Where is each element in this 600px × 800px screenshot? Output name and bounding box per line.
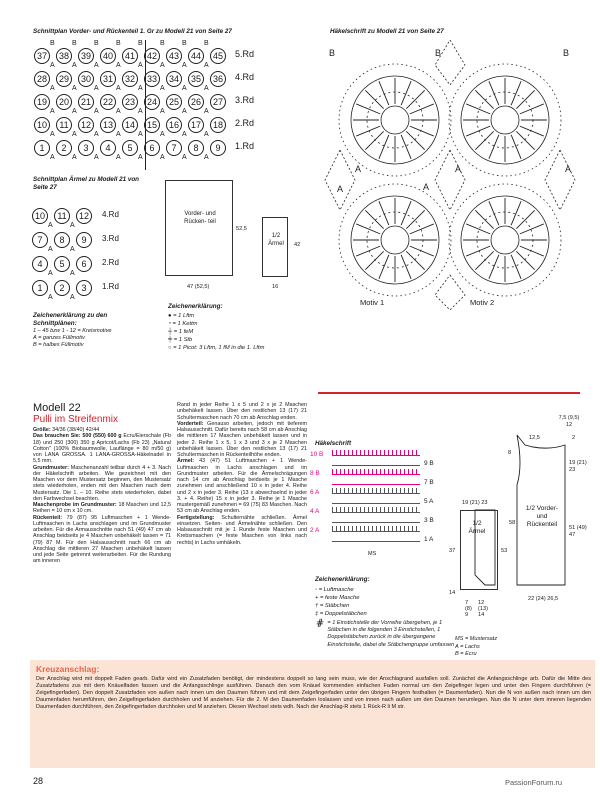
schema-side-height: 51 (49) 47 [569, 525, 587, 538]
motif-circle: 43 [166, 48, 182, 64]
schema-legend-line: A = Lachs [455, 643, 480, 650]
paragraph [33, 502, 171, 515]
schema-legend-line: MS = Mustersatz [455, 636, 498, 642]
paragraph [33, 515, 171, 565]
zeichen-line: = Luftmasche [318, 587, 354, 593]
row-label-left: 2 A [310, 527, 320, 534]
ms-label: MS [368, 551, 377, 557]
stripe-row [332, 522, 420, 523]
motif-circle: 20 [56, 94, 72, 110]
filler-label: A [50, 108, 55, 115]
motif-circle: 42 [144, 48, 160, 64]
kreuzanschlag-title: Kreuzanschlag: [36, 664, 100, 674]
filler-label: A [204, 62, 209, 69]
stitch-mark [475, 131, 493, 149]
schema-legend [455, 636, 497, 659]
motiv-1-label: Motiv 1 [360, 298, 385, 307]
filler-label: A [160, 62, 165, 69]
schema-neck-front: 8 [508, 450, 512, 456]
motif-circle: 17 [188, 117, 204, 133]
filler-label: A [72, 62, 77, 69]
round-label: 4.Rd [102, 210, 119, 219]
filler-label: A [160, 154, 165, 161]
watermark: PassionForum.ru [505, 778, 563, 787]
filler-label: A [138, 154, 143, 161]
stitch-mark [489, 81, 499, 105]
schema-neck-depth: 2 [572, 435, 576, 441]
round-label: 1.Rd [102, 282, 119, 291]
svg-text:B: B [563, 48, 570, 58]
center-line [145, 40, 146, 170]
stripe-stitches [332, 469, 420, 475]
schema-sleeve-height: 53 [501, 548, 508, 554]
motif-circle: 7 [32, 232, 48, 248]
stitch-mark [410, 126, 434, 136]
schema-front-height: 52,5 [236, 226, 247, 232]
modell-title: Modell 22 [33, 402, 81, 414]
stitch-mark [520, 104, 544, 114]
zeichen-line: A = ganzes Füllmotiv [33, 334, 85, 341]
paragraph-heading: Größe: [33, 427, 51, 433]
filler-label: A [72, 85, 77, 92]
paragraph-heading: Vorderteil: [177, 420, 204, 427]
svg-text:B: B [329, 48, 336, 58]
stitch-mark [475, 251, 493, 269]
motif-circle: 31 [100, 71, 116, 87]
filler-label: A [116, 62, 121, 69]
schema-top-width: 7,5 (9,5) 12 [558, 415, 580, 428]
zeichen-line: = 1 Picot: 3 Lftm, 1 fM in die 1. Lftm [173, 345, 265, 351]
zeichen-line: B = halbes Füllmotiv [33, 341, 84, 348]
motif-circle: 22 [100, 94, 116, 110]
filler-label: A [48, 294, 53, 301]
filler-label: A [138, 85, 143, 92]
filler-label: A [72, 154, 77, 161]
round-label: 3.Rd [102, 234, 119, 243]
motif-circle: 44 [188, 48, 204, 64]
row-label-left: 4 A [310, 508, 320, 515]
zeichen-line: = feste Masche [320, 595, 360, 601]
schema-front-width: 47 (52,5) [187, 284, 210, 290]
zeichen-line: = 1 Kettm [172, 321, 198, 327]
motif-circle: 30 [78, 71, 94, 87]
motif-circle: 11 [56, 117, 72, 133]
schema-front-label: Vorder- und Rücken- teil [184, 211, 216, 225]
filler-label: A [70, 270, 75, 277]
filler-label: A [94, 131, 99, 138]
row-label-right: 5 A [424, 498, 434, 505]
filler-label: A [50, 154, 55, 161]
motif-circle: 32 [122, 71, 138, 87]
motif-circle: 27 [210, 94, 226, 110]
stripe-stitches [332, 488, 420, 494]
slip-stitch-icon: ⁃ [168, 321, 171, 327]
svg-text:A: A [423, 182, 430, 192]
motif-circle: 10 [34, 117, 50, 133]
filler-label: B [116, 40, 121, 47]
stitch-mark [516, 251, 534, 269]
double-crochet-icon: † [315, 603, 319, 609]
double-crochet-icon: ╪ [168, 337, 173, 343]
kreuzanschlag-text: Der Anschlag wird mit doppelt Faden gearb. Dafür wird ein Zusatzfaden benötigt, der mindestens doppelt so lang sein muss, wie der Anschlagrand ausfallen soll. Zunächst die Anfangsschlinge arb. Dafür die Mitte des Zusatzfadens zus mit dem Knäuelfaden fassen und die Anfangsschlinge ausführen. Danach den vom Knäuel kommenden einfachen Faden normal um den Zeigefinger legen und unter den Fingern durchführen (= Zeigefingerfaden). Den doppelt Zusatzfaden von außen nach innen um den Daumen führen und mit dem Zeigefingerfaden unter den übrigen Fingern festhalten (= Daumenfaden). Nun die N von außen nach innen um den Daumenfaden herumführen, den Zeigefingerfaden durchholen und M anziehen. Für die 2. M den Daumenfaden loslassen und von innen nach außen um den Daumen herumlegen. Nun die N unter dem inneren liegenden Daumenfaden durchführen, den Zeigefingerfaden durchholen und M anziehen. Diesen Wechsel stets wdh. Nach der Anschlag-R stets 1 Rück-R li M str. [36, 676, 591, 710]
stitch-mark [401, 201, 411, 225]
motif-circle: 3 [78, 140, 94, 156]
motif-circle: 8 [188, 140, 204, 156]
stitch-mark [410, 246, 434, 256]
filler-label: A [160, 85, 165, 92]
motif-circle: 38 [56, 48, 72, 64]
paragraph-text: 34/36 (38/40) 42/44 [50, 427, 100, 433]
page-number: 28 [33, 776, 44, 786]
filler-label: A [94, 62, 99, 69]
instructions-column-1 [33, 427, 171, 565]
stitch-mark [365, 210, 383, 228]
stitch-mark [406, 90, 424, 108]
filler-label: A [94, 154, 99, 161]
stitch-mark [520, 224, 544, 234]
filler-label: A [48, 270, 53, 277]
chain-icon: ● [168, 313, 172, 319]
paragraph-heading: Ärmel: [177, 458, 195, 465]
schema-sleeve-label: 1/2 Ärmel [468, 520, 486, 535]
motif-circle: 45 [210, 48, 226, 64]
filler-label: B [182, 40, 187, 47]
stitch-mark [365, 251, 383, 269]
filler-label: A [182, 154, 187, 161]
modell-subtitle: Pulli im Streifenmix [33, 414, 119, 425]
filler-label: A [116, 154, 121, 161]
row-label-left: 6 A [310, 489, 320, 496]
filler-label: A [204, 154, 209, 161]
stitch-mark [406, 131, 424, 149]
motif-circle: 21 [78, 94, 94, 110]
filler-label: B [204, 40, 209, 47]
paragraph-text: Rand in jeder Reihe 1 x 5 und 2 x je 2 Maschen unbehäkelt lassen. Über den restlichen 13 (17) 21 Schultermaschen nach 70 cm ab Anschlag enden. [177, 402, 307, 421]
filler-label: A [70, 222, 75, 229]
filler-label: A [70, 294, 75, 301]
motif-circle: 15 [144, 117, 160, 133]
row-label-right: 7 B [424, 479, 434, 486]
filler-label: A [160, 131, 165, 138]
zeichen-line: 1 – 45 bzw 1 - 12 = Kreismotive [33, 328, 112, 334]
filler-label: A [204, 131, 209, 138]
motif-circle: 33 [144, 71, 160, 87]
stitch-mark [406, 251, 424, 269]
zeichen-line: = 1 Stb [173, 337, 193, 343]
filler-label: A [182, 85, 187, 92]
paragraph-heading: Fertigstellung: [177, 514, 215, 521]
motif-circle: 9 [210, 140, 226, 156]
filler-label: A [48, 222, 53, 229]
row-label-right: 1 A [424, 536, 434, 543]
filler-label: A [182, 131, 187, 138]
schema-legend-line: B = Ecru [455, 651, 477, 657]
round-label: 3.Rd [235, 95, 255, 105]
stitch-mark [520, 126, 544, 136]
filler-label: B [94, 40, 99, 47]
filler-label: A [160, 108, 165, 115]
treble-crochet-icon: ‡ [315, 611, 319, 617]
filler-label: A [138, 108, 143, 115]
stitch-mark [365, 131, 383, 149]
schema-sleeve-side: 37 [449, 548, 456, 554]
motif-circle: 36 [210, 71, 226, 87]
motif-circle: 18 [210, 117, 226, 133]
stitch-mark [401, 81, 411, 105]
zeichen-caption-plan: Zeichenerklärung zu den Schnittplänen: [33, 312, 108, 327]
zeichen-line: = Doppelstäbchen [319, 611, 367, 617]
stitch-mark [520, 246, 544, 256]
stitch-mark [379, 201, 389, 225]
paragraph [177, 402, 307, 421]
svg-text:A: A [565, 164, 572, 174]
motif-circle: 26 [188, 94, 204, 110]
paragraph [177, 458, 307, 514]
motif-circle: 7 [166, 140, 182, 156]
haekelschrift-caption: Häkelschrift zu Modell 21 von Seite 27 [330, 28, 444, 35]
motif-circle: 13 [100, 117, 116, 133]
motif-circle: 12 [76, 208, 92, 224]
filler-label: A [72, 108, 77, 115]
motif-circle: 4 [32, 256, 48, 272]
section-divider [318, 392, 580, 394]
paragraph-heading: Rückenteil: [33, 514, 63, 521]
schema-front-box [165, 180, 233, 276]
schema-sleeve-width: 16 [272, 284, 279, 290]
crochet-motif-chart [315, 40, 585, 310]
motif-circle: 28 [34, 71, 50, 87]
row-label-left: 8 B [310, 470, 320, 477]
filler-label: B [160, 40, 165, 47]
schema-sleeve-height: 42 [294, 242, 301, 248]
stitch-mark [489, 201, 499, 225]
motif-circle: 10 [32, 208, 48, 224]
schema-body-label: 1/2 Vorder- und Rückenteil [525, 505, 559, 528]
sleeve-schnittplan-caption: Schnittplan Ärmel zu Modell 21 von Seite 27 [33, 176, 140, 191]
motif-circle: 5 [122, 140, 138, 156]
stripe-stitches [332, 526, 420, 532]
zeichen-line: = 1 feM [173, 329, 194, 335]
row-label-right: 9 B [424, 460, 434, 467]
stitch-mark [475, 210, 493, 228]
stripe-row [332, 503, 420, 504]
stitch-mark [410, 224, 434, 234]
motif-circle: 25 [166, 94, 182, 110]
motif-circle: 8 [54, 232, 70, 248]
motif-grid-sleeve [30, 202, 170, 307]
zeichen-list-chart [168, 312, 318, 352]
motif-circle: 19 [34, 94, 50, 110]
motif-circle: 6 [144, 140, 160, 156]
schema-shoulder: 12,5 [529, 435, 540, 441]
stripe-stitches [332, 507, 420, 513]
stitch-mark [511, 81, 521, 105]
filler-label: B [50, 40, 55, 47]
stripe-chart [310, 447, 445, 562]
filler-label: A [116, 85, 121, 92]
stitch-mark [365, 90, 383, 108]
paragraph-text: 18 Maschen und 12,5 Reihen = 10 cm x 10 cm. [33, 502, 171, 515]
filler-label: A [50, 62, 55, 69]
instructions-column-2 [177, 402, 307, 546]
filler-label: A [72, 131, 77, 138]
filler-label: B [138, 40, 143, 47]
filler-label: A [138, 62, 143, 69]
zeichen-line: = 1 Einstichstelle der Vorreihe übergehen, je 1 Stäbchen in die folgenden 3 Einstichstellen, 1 Doppelstäbchen zurück in die übergangene Einstichstelle, dabei die Stäbchengruppe umfassen [327, 620, 455, 648]
stitch-mark [475, 90, 493, 108]
motif-circle: 2 [54, 280, 70, 296]
paragraph-heading: Das brauchen Sie: 500 (550) 600 g [33, 433, 122, 440]
zeichen-line: = Stäbchen [319, 603, 350, 609]
motif-circle: 14 [122, 117, 138, 133]
stitch-mark [410, 104, 434, 114]
filler-label: A [94, 85, 99, 92]
filler-label: A [204, 85, 209, 92]
filler-label: A [182, 108, 187, 115]
filler-label: A [70, 246, 75, 253]
svg-text:A: A [455, 164, 462, 174]
filler-label: A [182, 62, 187, 69]
motif-circle: 4 [100, 140, 116, 156]
stripe-row [332, 541, 420, 542]
paragraph [177, 515, 307, 546]
round-label: 1.Rd [235, 141, 255, 151]
schema-bottom-width: 22 (24) 26,5 [528, 596, 559, 602]
motif-grid-main [30, 40, 290, 170]
motif-circle: 6 [76, 256, 92, 272]
paragraph-text: Maschenanzahl teilbar durch 4 + 3. Nach der Häkelschrift arbeiten. Wie gezeichnet mit den Maschen vor dem Mustersatz beginnen, den Mustersatz stets wiederholen, enden mit den Maschen nach dem Mustersatz. Die 1. – 10. Reihe stets wiederholen, dabei den Farbwechsel beachten. [33, 464, 171, 502]
crossed-stitch-icon: ⋕ [315, 618, 324, 629]
zeichen-caption-stripes: Zeichenerklärung: [315, 576, 370, 583]
svg-text:B: B [435, 48, 442, 58]
filler-label: A [116, 131, 121, 138]
motif-circle: 41 [122, 48, 138, 64]
schema-sleeve-top: 19 (21) 23 [462, 500, 488, 506]
paragraph-text: 79 (87) 95 Luftmaschen + 1 Wende-Luftmaschen in Lachs anschlagen und im Grundmuster arbeiten. Für die Armausschnitte nach 51 (49) 47 cm ab Anschlag beidseits je 4 Maschen unbehäkelt lassen = 71 (79) 87 M. Für den Halsausschnitt nach 66 cm ab Anschlag die mittleren 27 Maschen unbehäkelt lassen und jede Seite getrennt weiterarbeiten. Für die Rundung am inneren [33, 514, 171, 565]
schnittplan-caption: Schnittplan Vorder- und Rückenteil 1. Gr zu Modell 21 von Seite 27 [33, 28, 232, 35]
filler-label: A [48, 246, 53, 253]
filler-label: B [72, 40, 77, 47]
haekelschrift-label: Häkelschrift [315, 440, 352, 447]
filler-label: A [50, 131, 55, 138]
paragraph-text: Schulternähte schließen. Ärmel einsetzen. Seiten- und Ärmelnähte schließen. Den Halsausschnitt mit je 1 Runde feste Maschen und Krebsmaschen (= feste Maschen von links nach rechts) in Lachs umhäkeln. [177, 514, 307, 546]
stitch-mark [516, 90, 534, 108]
motif-circle: 16 [166, 117, 182, 133]
svg-text:A: A [337, 184, 344, 194]
schema-sleeve-label: 1/2 Ärmel [268, 233, 284, 247]
row-label-right: 3 B [424, 517, 434, 524]
round-label: 4.Rd [235, 72, 255, 82]
motif-circle: 2 [56, 140, 72, 156]
motif-circle: 40 [100, 48, 116, 64]
motif-circle: 35 [188, 71, 204, 87]
stripe-stitches [332, 450, 420, 456]
zeichen-caption-chart: Zeichenerklärung: [168, 303, 223, 310]
schema-arm-height: 19 (21) 23 [569, 460, 587, 473]
motif-circle: 39 [78, 48, 94, 64]
stripe-row [332, 465, 420, 466]
chain-icon: ◦ [315, 587, 318, 593]
schema-sleeve-low: 14 [449, 590, 456, 596]
schema-body-height: 58 [509, 520, 516, 526]
zeichen-line: = 1 Lftm [173, 313, 195, 319]
zeichen-list-stripes [315, 586, 455, 649]
motif-circle: 24 [144, 94, 160, 110]
motif-circle: 5 [54, 256, 70, 272]
stitch-mark [516, 131, 534, 149]
stitch-mark [511, 201, 521, 225]
picot-icon: ○ [168, 345, 172, 351]
filler-label: A [94, 108, 99, 115]
motif-circle: 1 [32, 280, 48, 296]
zeichen-list-plan [33, 328, 112, 349]
stripe-row [332, 484, 420, 485]
single-crochet-icon: ┼ [168, 329, 173, 335]
filler-label: A [116, 108, 121, 115]
round-label: 2.Rd [235, 118, 255, 128]
paragraph-heading: Grundmuster: [33, 464, 69, 471]
round-label: 2.Rd [102, 258, 119, 267]
filler-label: A [138, 131, 143, 138]
motif-circle: 34 [166, 71, 182, 87]
stitch-mark [406, 210, 424, 228]
paragraph-heading: Maschenprobe im Grundmuster: [33, 502, 117, 508]
svg-text:A: A [355, 164, 362, 174]
motif-circle: 23 [122, 94, 138, 110]
row-label-left: 10 B [310, 451, 324, 458]
motif-circle: 12 [78, 117, 94, 133]
motif-circle: 9 [76, 232, 92, 248]
motif-circle: 3 [76, 280, 92, 296]
round-label: 5.Rd [235, 49, 255, 59]
stitch-mark [516, 210, 534, 228]
paragraph [33, 465, 171, 503]
filler-label: A [50, 85, 55, 92]
motif-circle: 29 [56, 71, 72, 87]
schema-sleeve-w-b: 12 (13) 14 [478, 600, 488, 618]
paragraph [177, 421, 307, 459]
paragraph-text: 43 (47) 51 Luftmaschen + 1 Wende-Luftmaschen in Lachs anschlagen und im Grundmuster arbeiten. Für die Ärmelschrägungen nach 14 cm ab Anschlag beidseits je 1 Masche zunehmen und anschließend 10 x in jeder 4. Reihe und 2 x in jeder 3. Reihe (13 x abwechselnd in jeder 3. + 4. Reihe) 15 x in jeder 3. Reihe je 1 Masche mustergemäß zunehmen = 69 (75) 83 Maschen. Nach 53 cm ab Anschlag enden. [177, 458, 307, 515]
filler-label: A [204, 108, 209, 115]
paragraph [33, 433, 171, 464]
stitch-mark [379, 81, 389, 105]
motiv-2-label: Motiv 2 [470, 298, 495, 307]
motif-circle: 37 [34, 48, 50, 64]
single-crochet-icon: + [315, 595, 319, 601]
paragraph-text: Genauso arbeiten, jedoch mit tieferem Halsausschnitt. Dafür bereits nach 58 cm ab Anschlag die mittleren 17 Maschen unbehäkelt lassen und in jeder 2. Reihe 1 x 5, 1 x 3 und 3 x je 2 Maschen unbehäkelt lassen. Über den restlichen 13 (17) 21 Schultermaschen in Rückenteilhöhe enden. [177, 420, 307, 458]
schema-sleeve-w-a: 7 (8) 9 [465, 600, 472, 618]
motif-circle: 11 [54, 208, 70, 224]
paragraph-text: Ecru/Eierschale (Fb 18) und 250 (300) 350 g Apricot/Lachs (Fb 23) „Natural Cotton" (100% Biobaumwolle, Lauflänge = 80 m/50 g) von LANA GROSSA. 1 LANA-GROSSA-Häkelnadel in 5,5 mm. [33, 433, 171, 465]
motif-circle: 1 [34, 140, 50, 156]
